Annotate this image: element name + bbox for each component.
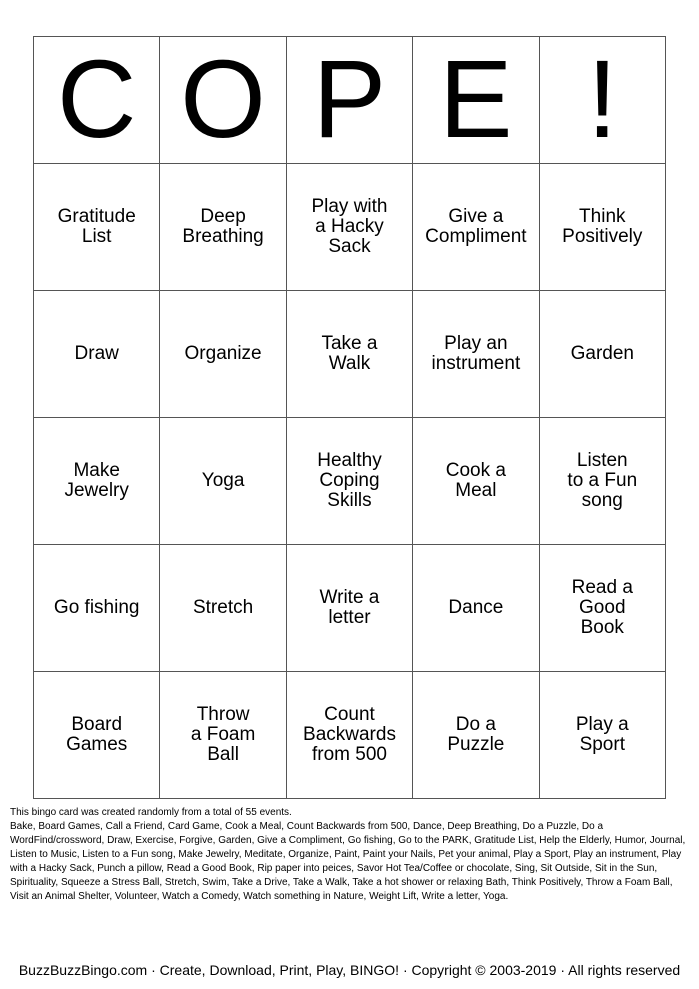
bingo-row-4 [34, 545, 666, 672]
bingo-cell: Stretch [160, 545, 286, 672]
bingo-cell: Make Jewelry [34, 418, 160, 545]
header-exclamation: ! [539, 37, 665, 164]
bingo-cell: Cook a Meal [413, 418, 539, 545]
bingo-cell: Healthy Coping Skills [286, 418, 412, 545]
bingo-cell: Count Backwards from 500 [286, 672, 412, 799]
bingo-cell: Go fishing [34, 545, 160, 672]
bingo-cell: Play an instrument [413, 291, 539, 418]
bingo-cell: Board Games [34, 672, 160, 799]
card-summary: This bingo card was created randomly from a total of 55 events. [10, 807, 292, 818]
header-letter-o: O [160, 37, 286, 164]
bingo-cell: Take a Walk [286, 291, 412, 418]
bingo-cell: Throw a Foam Ball [160, 672, 286, 799]
bingo-card [33, 36, 666, 799]
bingo-header-row [34, 37, 666, 164]
bingo-row-1 [34, 164, 666, 291]
card-info [10, 806, 690, 904]
bingo-row-3 [34, 418, 666, 545]
bingo-cell: Draw [34, 291, 160, 418]
bingo-cell: Garden [539, 291, 665, 418]
bingo-row-5 [34, 672, 666, 799]
bingo-cell: Yoga [160, 418, 286, 545]
header-letter-c: C [34, 37, 160, 164]
bingo-cell: Read a Good Book [539, 545, 665, 672]
bingo-row-2 [34, 291, 666, 418]
bingo-cell: Play with a Hacky Sack [286, 164, 412, 291]
bingo-cell: Think Positively [539, 164, 665, 291]
bingo-cell: Dance [413, 545, 539, 672]
header-letter-e: E [413, 37, 539, 164]
bingo-cell: Play a Sport [539, 672, 665, 799]
bingo-cell: Listen to a Fun song [539, 418, 665, 545]
bingo-cell: Do a Puzzle [413, 672, 539, 799]
bingo-cell: Write a letter [286, 545, 412, 672]
bingo-cell: Gratitude List [34, 164, 160, 291]
footer-copyright: BuzzBuzzBingo.com · Create, Download, Print, Play, BINGO! · Copyright © 2003-2019 · All rights reserved [18, 962, 681, 978]
bingo-cell: Organize [160, 291, 286, 418]
bingo-cell: Give a Compliment [413, 164, 539, 291]
bingo-cell: Deep Breathing [160, 164, 286, 291]
event-list: Bake, Board Games, Call a Friend, Card Game, Cook a Meal, Count Backwards from 500, Dance, Deep Breathing, Do a Puzzle, Do a WordFind/crossword, Draw, Exercise, Forgive, Garden, Give a Compliment, Go fishing, Go to the PARK, Gratitude List, Help the Elderly, Humor, Journal, Listen to Music, Listen to a Fun song, Make Jewelry, Meditate, Organize, Paint, Paint your Nails, Pet your animal, Play a Sport, Play an instrument, Play with a Hacky Sack, Punch a pillow, Read a Good Book, Rip paper into peices, Savor Hot Tea/Coffee or chocolate, Sing, Sit Outside, Sit in the Sun, Spirituality, Squeeze a Stress Ball, Stretch, Swim, Take a Drive, Take a Walk, Take a hot shower or relaxing Bath, Think Positively, Throw a Foam Ball, Visit an Animal Shelter, Volunteer, Watch a Comedy, Watch something in Nature, Weight Lift, Write a letter, Yoga. [10, 821, 686, 902]
header-letter-p: P [286, 37, 412, 164]
